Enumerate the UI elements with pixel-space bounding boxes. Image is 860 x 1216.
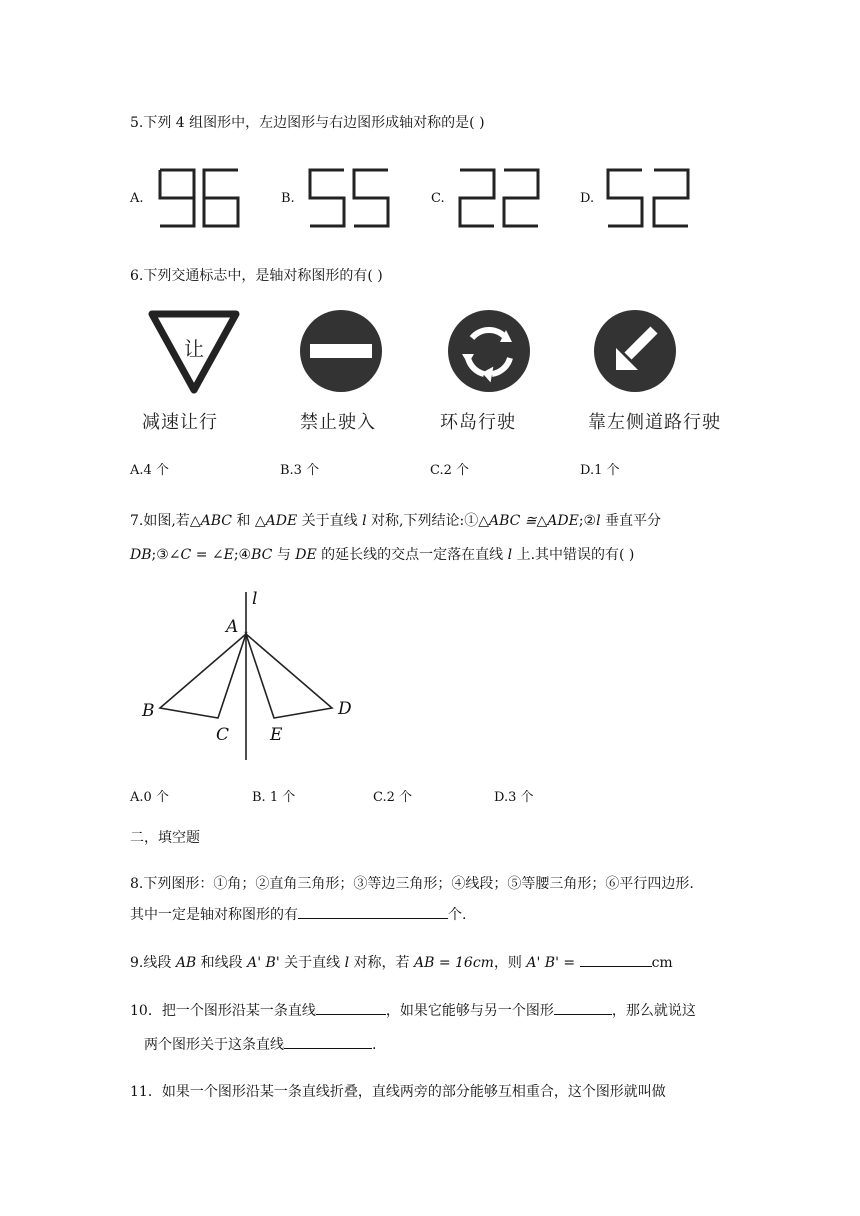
q6-stem: 6.下列交通标志中，是轴对称图形的有( ) — [130, 268, 383, 284]
q5-option-c-label: C. — [431, 191, 445, 206]
sign-caption-3: 环岛行驶 — [440, 412, 516, 433]
q8-line1: 8.下列图形：①角；②直角三角形；③等边三角形；④线段；⑤等腰三角形；⑥平行四边形. — [130, 876, 694, 892]
keep-left-arrow-icon — [592, 308, 678, 394]
q5-figure-55 — [306, 166, 394, 230]
q7-option-d: D.3 个 — [494, 790, 534, 805]
q5-figure-22 — [456, 166, 544, 230]
label-e: E — [270, 725, 283, 745]
yield-triangle-icon — [148, 310, 240, 394]
q8-answer-blank[interactable] — [298, 904, 448, 919]
q10-line2: 两个图形关于这条直线 . — [144, 1034, 376, 1055]
q7-stem-line1: 7.如图,若△ABC 和 △ADE 关于直线 l 对称,下列结论:①△ABC ≅△ADE;②l 垂直平分 — [130, 513, 662, 529]
q10-blank-1[interactable] — [316, 1000, 386, 1015]
q10-line1: 10．把一个图形沿某一条直线 ，如果它能够与另一个图形 ，那么就说这 — [130, 1000, 696, 1021]
label-b: B — [142, 701, 155, 721]
section-heading-fill-in: 二，填空题 — [130, 830, 200, 846]
q7-triangle-figure — [138, 584, 368, 764]
triangle-abc — [160, 634, 246, 718]
q5-stem: 5.下列 4 组图形中，左边图形与右边图形成轴对称的是( ) — [130, 115, 485, 131]
q10-blank-3[interactable] — [284, 1034, 372, 1049]
q6-option-c: C.2 个 — [430, 463, 470, 478]
label-l: l — [252, 589, 258, 609]
no-entry-icon — [298, 308, 384, 394]
q6-option-a: A.4 个 — [130, 463, 169, 478]
label-d: D — [338, 699, 352, 719]
q5-figure-52 — [604, 166, 694, 230]
q5-option-d-label: D. — [580, 191, 595, 206]
q7-option-b: B. 1 个 — [252, 790, 296, 805]
q9-line: 9.线段 AB 和线段 A' B' 关于直线 l 对称，若 AB = 16cm，则 A' B' = cm — [130, 952, 673, 973]
q10-blank-2[interactable] — [554, 1000, 612, 1015]
yield-sign-symbol: 让 — [184, 337, 204, 361]
q7-option-c: C.2 个 — [373, 790, 413, 805]
label-a: A — [226, 617, 239, 637]
q8-line2: 其中一定是轴对称图形的有 个. — [130, 904, 466, 925]
sign-caption-1: 减速让行 — [142, 412, 218, 433]
q11-line1: 11．如果一个图形沿某一条直线折叠，直线两旁的部分能够互相重合，这个图形就叫做 — [130, 1084, 666, 1100]
q6-option-d: D.1 个 — [580, 463, 620, 478]
q7-stem-line2: DB;③∠C = ∠E;④BC 与 DE 的延长线的交点一定落在直线 l 上.其中错误的有( ) — [130, 547, 635, 563]
q7-option-a: A.0 个 — [130, 790, 169, 805]
sign-caption-2: 禁止驶入 — [300, 412, 376, 433]
q5-figure-96 — [156, 166, 244, 230]
triangle-ade — [246, 634, 332, 718]
roundabout-icon — [446, 308, 532, 394]
sign-caption-4: 靠左侧道路行驶 — [588, 412, 721, 433]
q9-answer-blank[interactable] — [580, 952, 652, 967]
q5-option-b-label: B. — [281, 191, 295, 206]
q5-option-a-label: A. — [130, 191, 144, 206]
q6-option-b: B.3 个 — [280, 463, 320, 478]
label-c: C — [216, 725, 230, 745]
